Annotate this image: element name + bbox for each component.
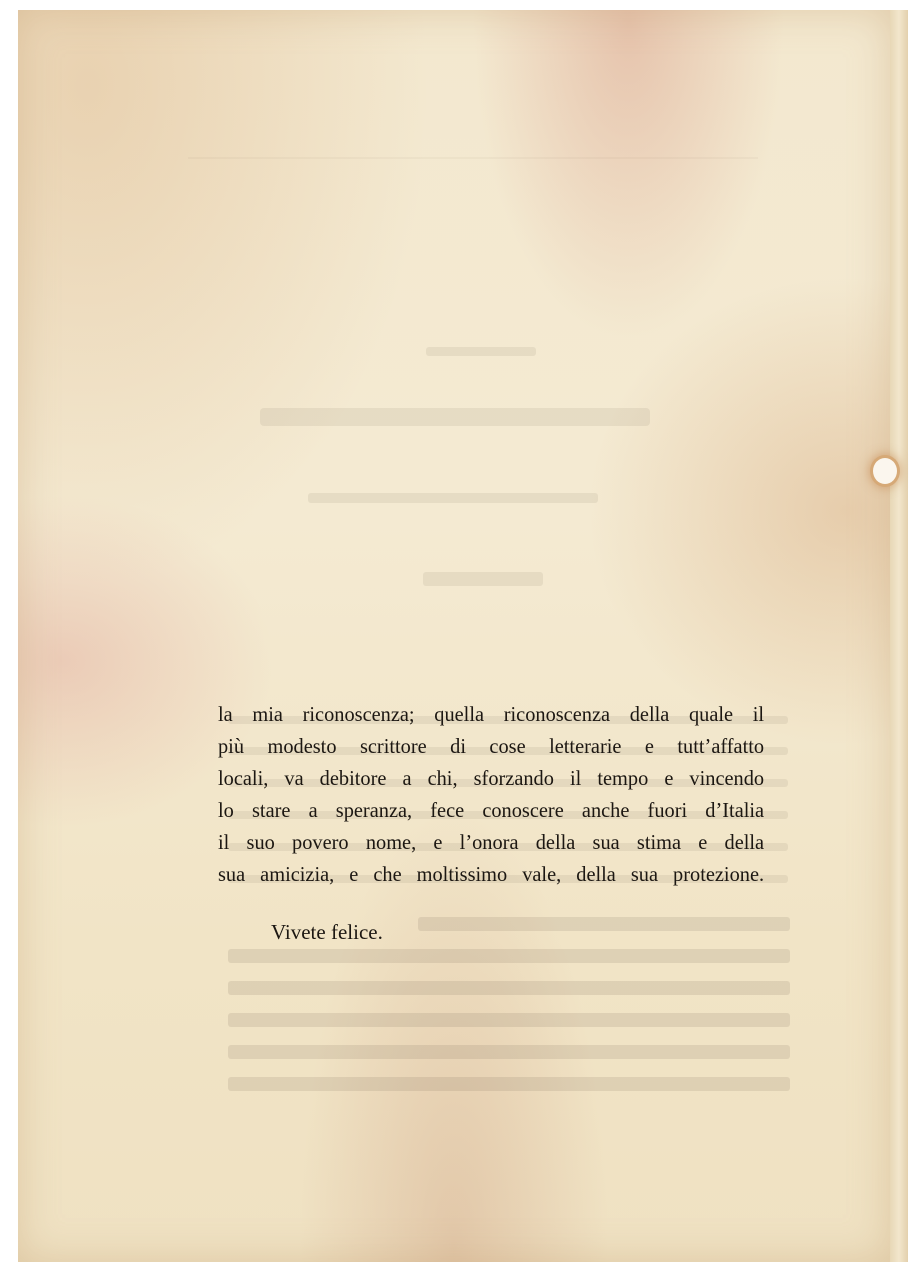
page-edge <box>890 10 908 1262</box>
closing-salutation: Vivete felice. <box>271 920 383 944</box>
text-line: il suo povero nome, e l’onora della sua stima e della <box>218 830 765 854</box>
letter-body <box>218 698 764 890</box>
text-line: la mia riconoscenza; quella riconoscenza della quale il <box>218 702 765 726</box>
paper-sheet <box>18 10 890 1262</box>
text-line: locali, va debitore a chi, sforzando il tempo e vincendo <box>218 766 765 790</box>
text-line: più modesto scrittore di cose letterarie e tutt’affatto <box>218 734 765 758</box>
text-line: lo stare a speranza, fece conoscere anche fuori d’Italia <box>218 798 765 822</box>
text-line: sua amicizia, e che moltissimo vale, della sua protezione. <box>218 862 765 886</box>
bleed-through-marks <box>18 10 890 1262</box>
